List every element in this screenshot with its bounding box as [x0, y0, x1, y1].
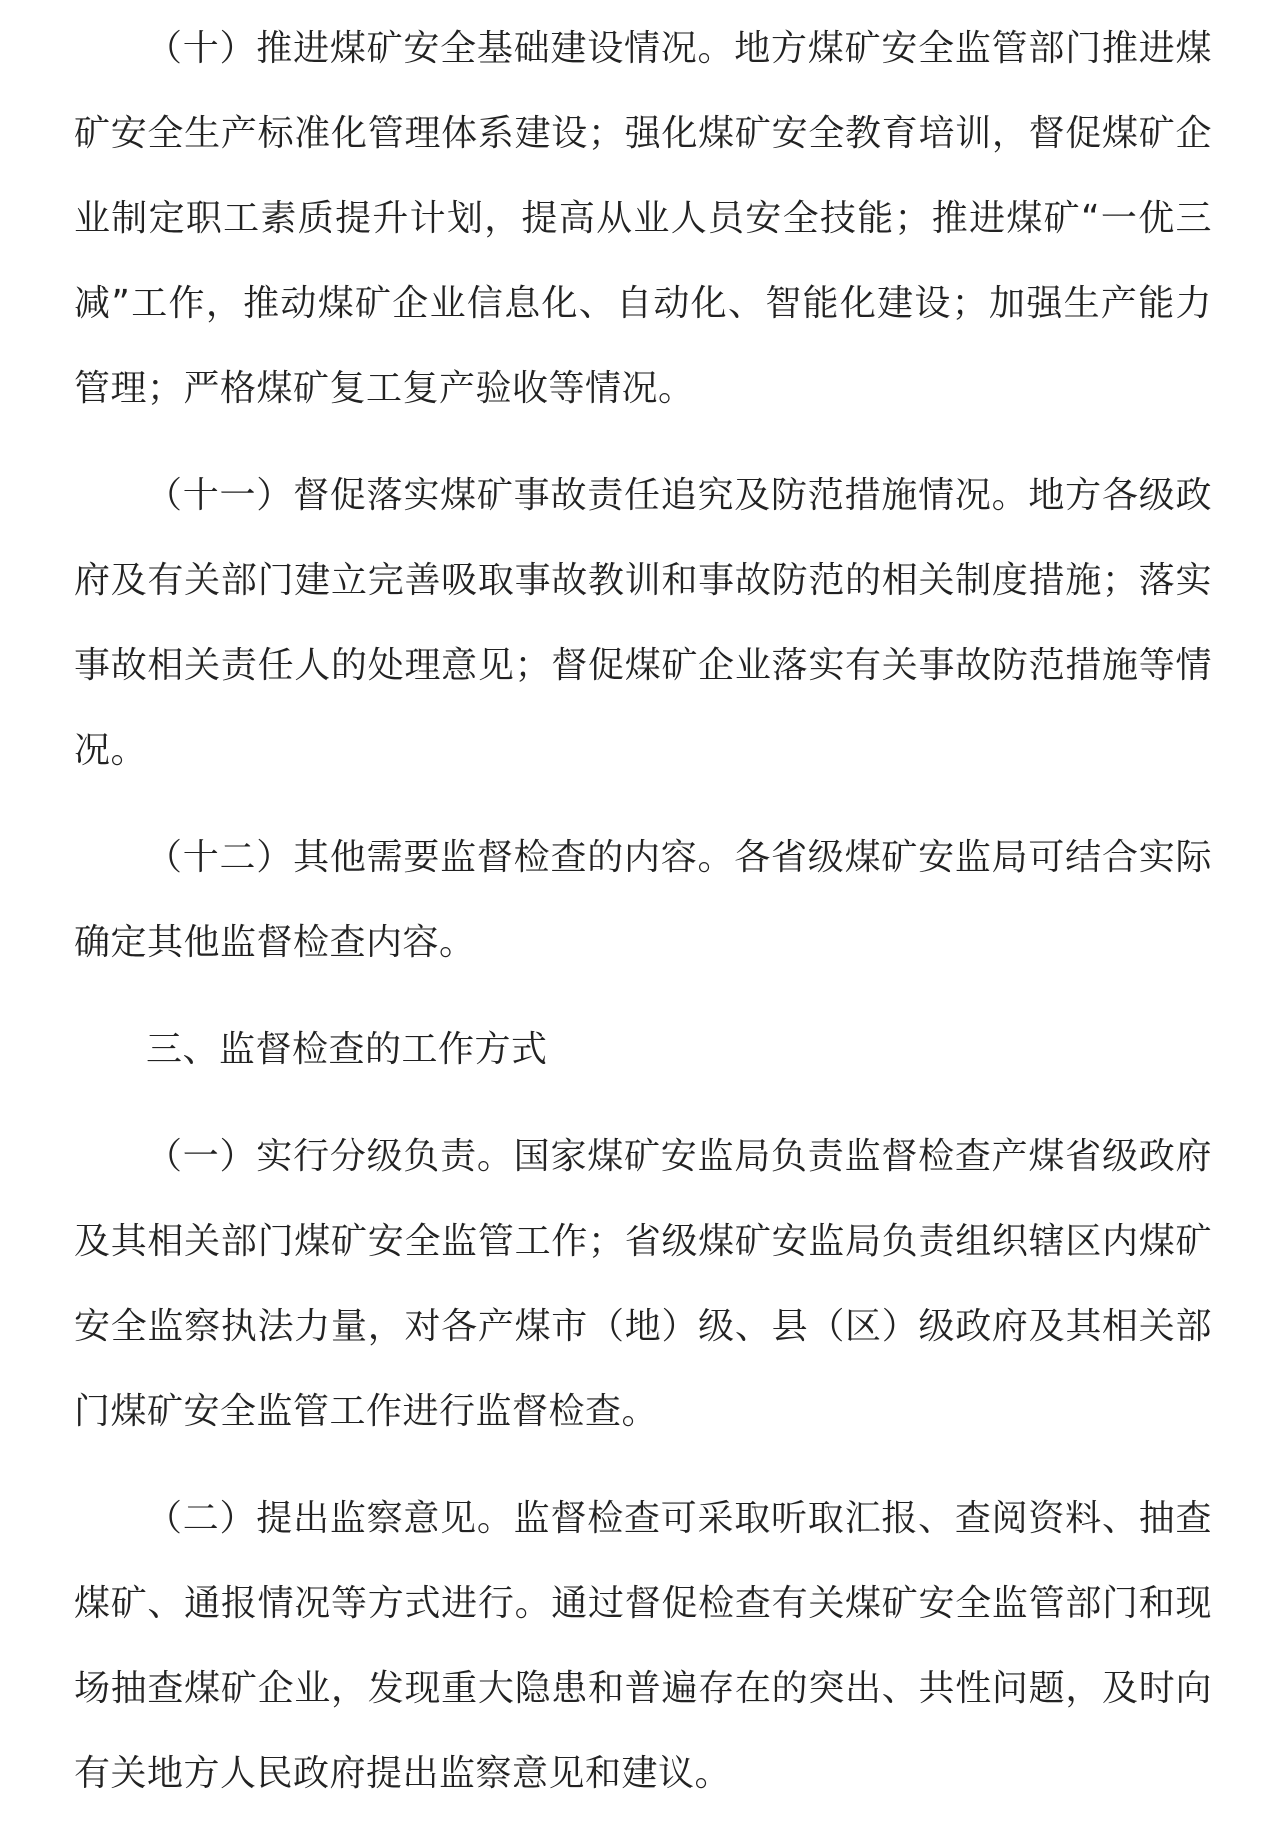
paragraph-item-10: （十）推进煤矿安全基础建设情况。地方煤矿安全监管部门推进煤矿安全生产标准化管理体系建设；强化煤矿安全教育培训，督促煤矿企业制定职工素质提升计划，提高从业人员安全技能；推进煤矿“一优三减”工作，推动煤矿企业信息化、自动化、智能化建设；加强生产能力管理；严格煤矿复工复产验收等情况。: [74, 28, 1212, 409]
section-heading: 三、监督检查的工作方式: [146, 1029, 548, 1070]
paragraph-method-1: （一）实行分级负责。国家煤矿安监局负责监督检查产煤省级政府及其相关部门煤矿安全监管工作；省级煤矿安监局负责组织辖区内煤矿安全监察执法力量，对各产煤市（地）级、县（区）级政府及其相关部门煤矿安全监管工作进行监督检查。: [74, 1136, 1212, 1432]
paragraph-item-11: （十一）督促落实煤矿事故责任追究及防范措施情况。地方各级政府及有关部门建立完善吸取事故教训和事故防范的相关制度措施；落实事故相关责任人的处理意见；督促煤矿企业落实有关事故防范措施等情况。: [74, 475, 1212, 771]
paragraph-method-2: （二）提出监察意见。监督检查可采取听取汇报、查阅资料、抽查煤矿、通报情况等方式进行。通过督促检查有关煤矿安全监管部门和现场抽查煤矿企业，发现重大隐患和普遍存在的突出、共性问题，及时向有关地方人民政府提出监察意见和建议。: [74, 1498, 1212, 1794]
document-body: [74, 6, 1212, 1838]
paragraph-item-12: （十二）其他需要监督检查的内容。各省级煤矿安监局可结合实际确定其他监督检查内容。: [74, 837, 1212, 963]
